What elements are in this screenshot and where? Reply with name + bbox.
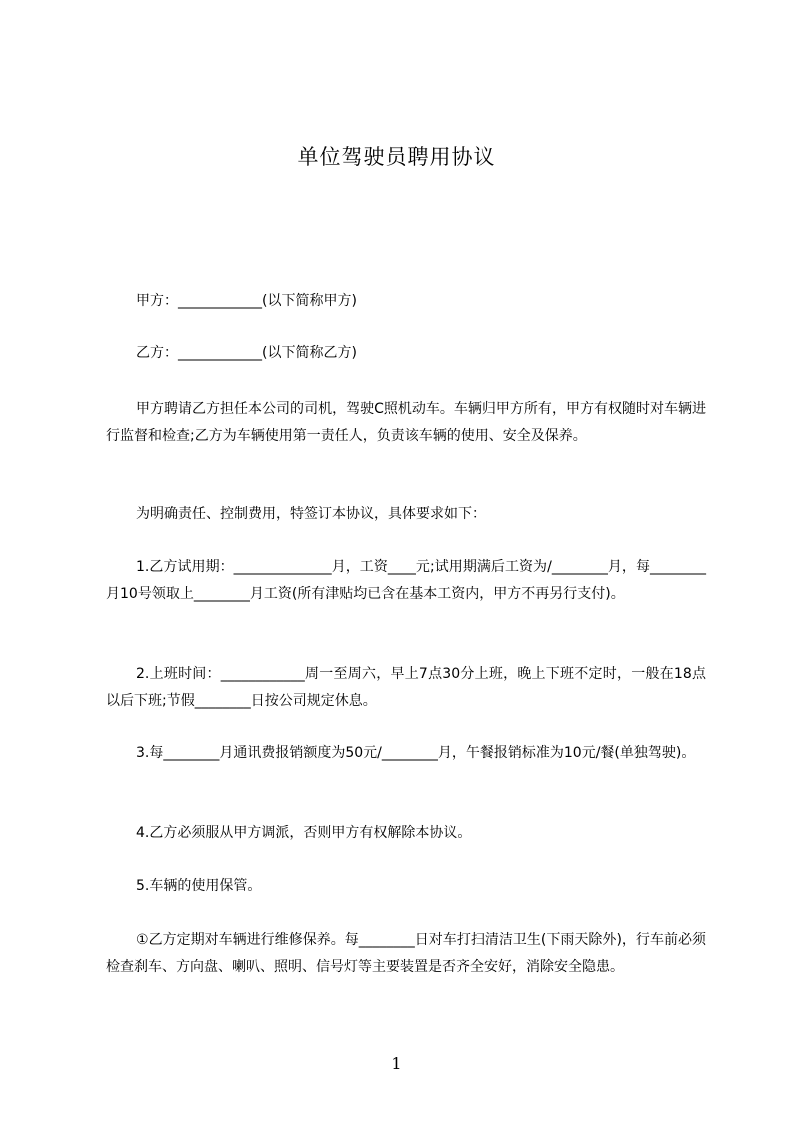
clause-5-vehicle-custody-heading: 5.车辆的使用保管。 (136, 878, 262, 894)
party-b-line: 乙方：____________(以下简称乙方) (136, 345, 357, 361)
clause-3-reimbursement-paragraph: 3.每________月通讯费报销额度为50元/________月，午餐报销标准为10元/餐(单独驾驶)。 (136, 745, 696, 761)
employment-statement-paragraph: 甲方聘请乙方担任本公司的司机，驾驶C照机动车。车辆归甲方所有，甲方有权随时对车辆进行监督和检查;乙方为车辆使用第一责任人，负责该车辆的使用、安全及保养。 (106, 401, 706, 444)
agreement-purpose-paragraph: 为明确责任、控制费用，特签订本协议，具体要求如下： (136, 506, 486, 522)
clause-5-maintenance-paragraph: ①乙方定期对车辆进行维修保养。每________日对车打扫清洁卫生(下雨天除外)，行车前必须检查刹车、方向盘、喇叭、照明、信号灯等主要装置是否齐全安好，消除安全隐患。 (106, 932, 706, 975)
clause-1-probation-paragraph: 1.乙方试用期：______________月，工资____元;试用期满后工资为/________月，每________月10号领取上________月工资(所有津贴均已含在基本工资内，甲方不再另行支付)。 (106, 559, 706, 602)
document-title: 单位驾驶员聘用协议 (297, 145, 496, 169)
party-a-line: 甲方：____________(以下简称甲方) (136, 293, 357, 309)
page-number: 1 (391, 1054, 402, 1073)
clause-2-working-hours-paragraph: 2.上班时间：____________周一至周六，早上7点30分上班，晚上下班不定时，一般在18点以后下班;节假________日按公司规定休息。 (106, 666, 706, 709)
clause-4-dispatch-paragraph: 4.乙方必须服从甲方调派，否则甲方有权解除本协议。 (136, 825, 472, 841)
